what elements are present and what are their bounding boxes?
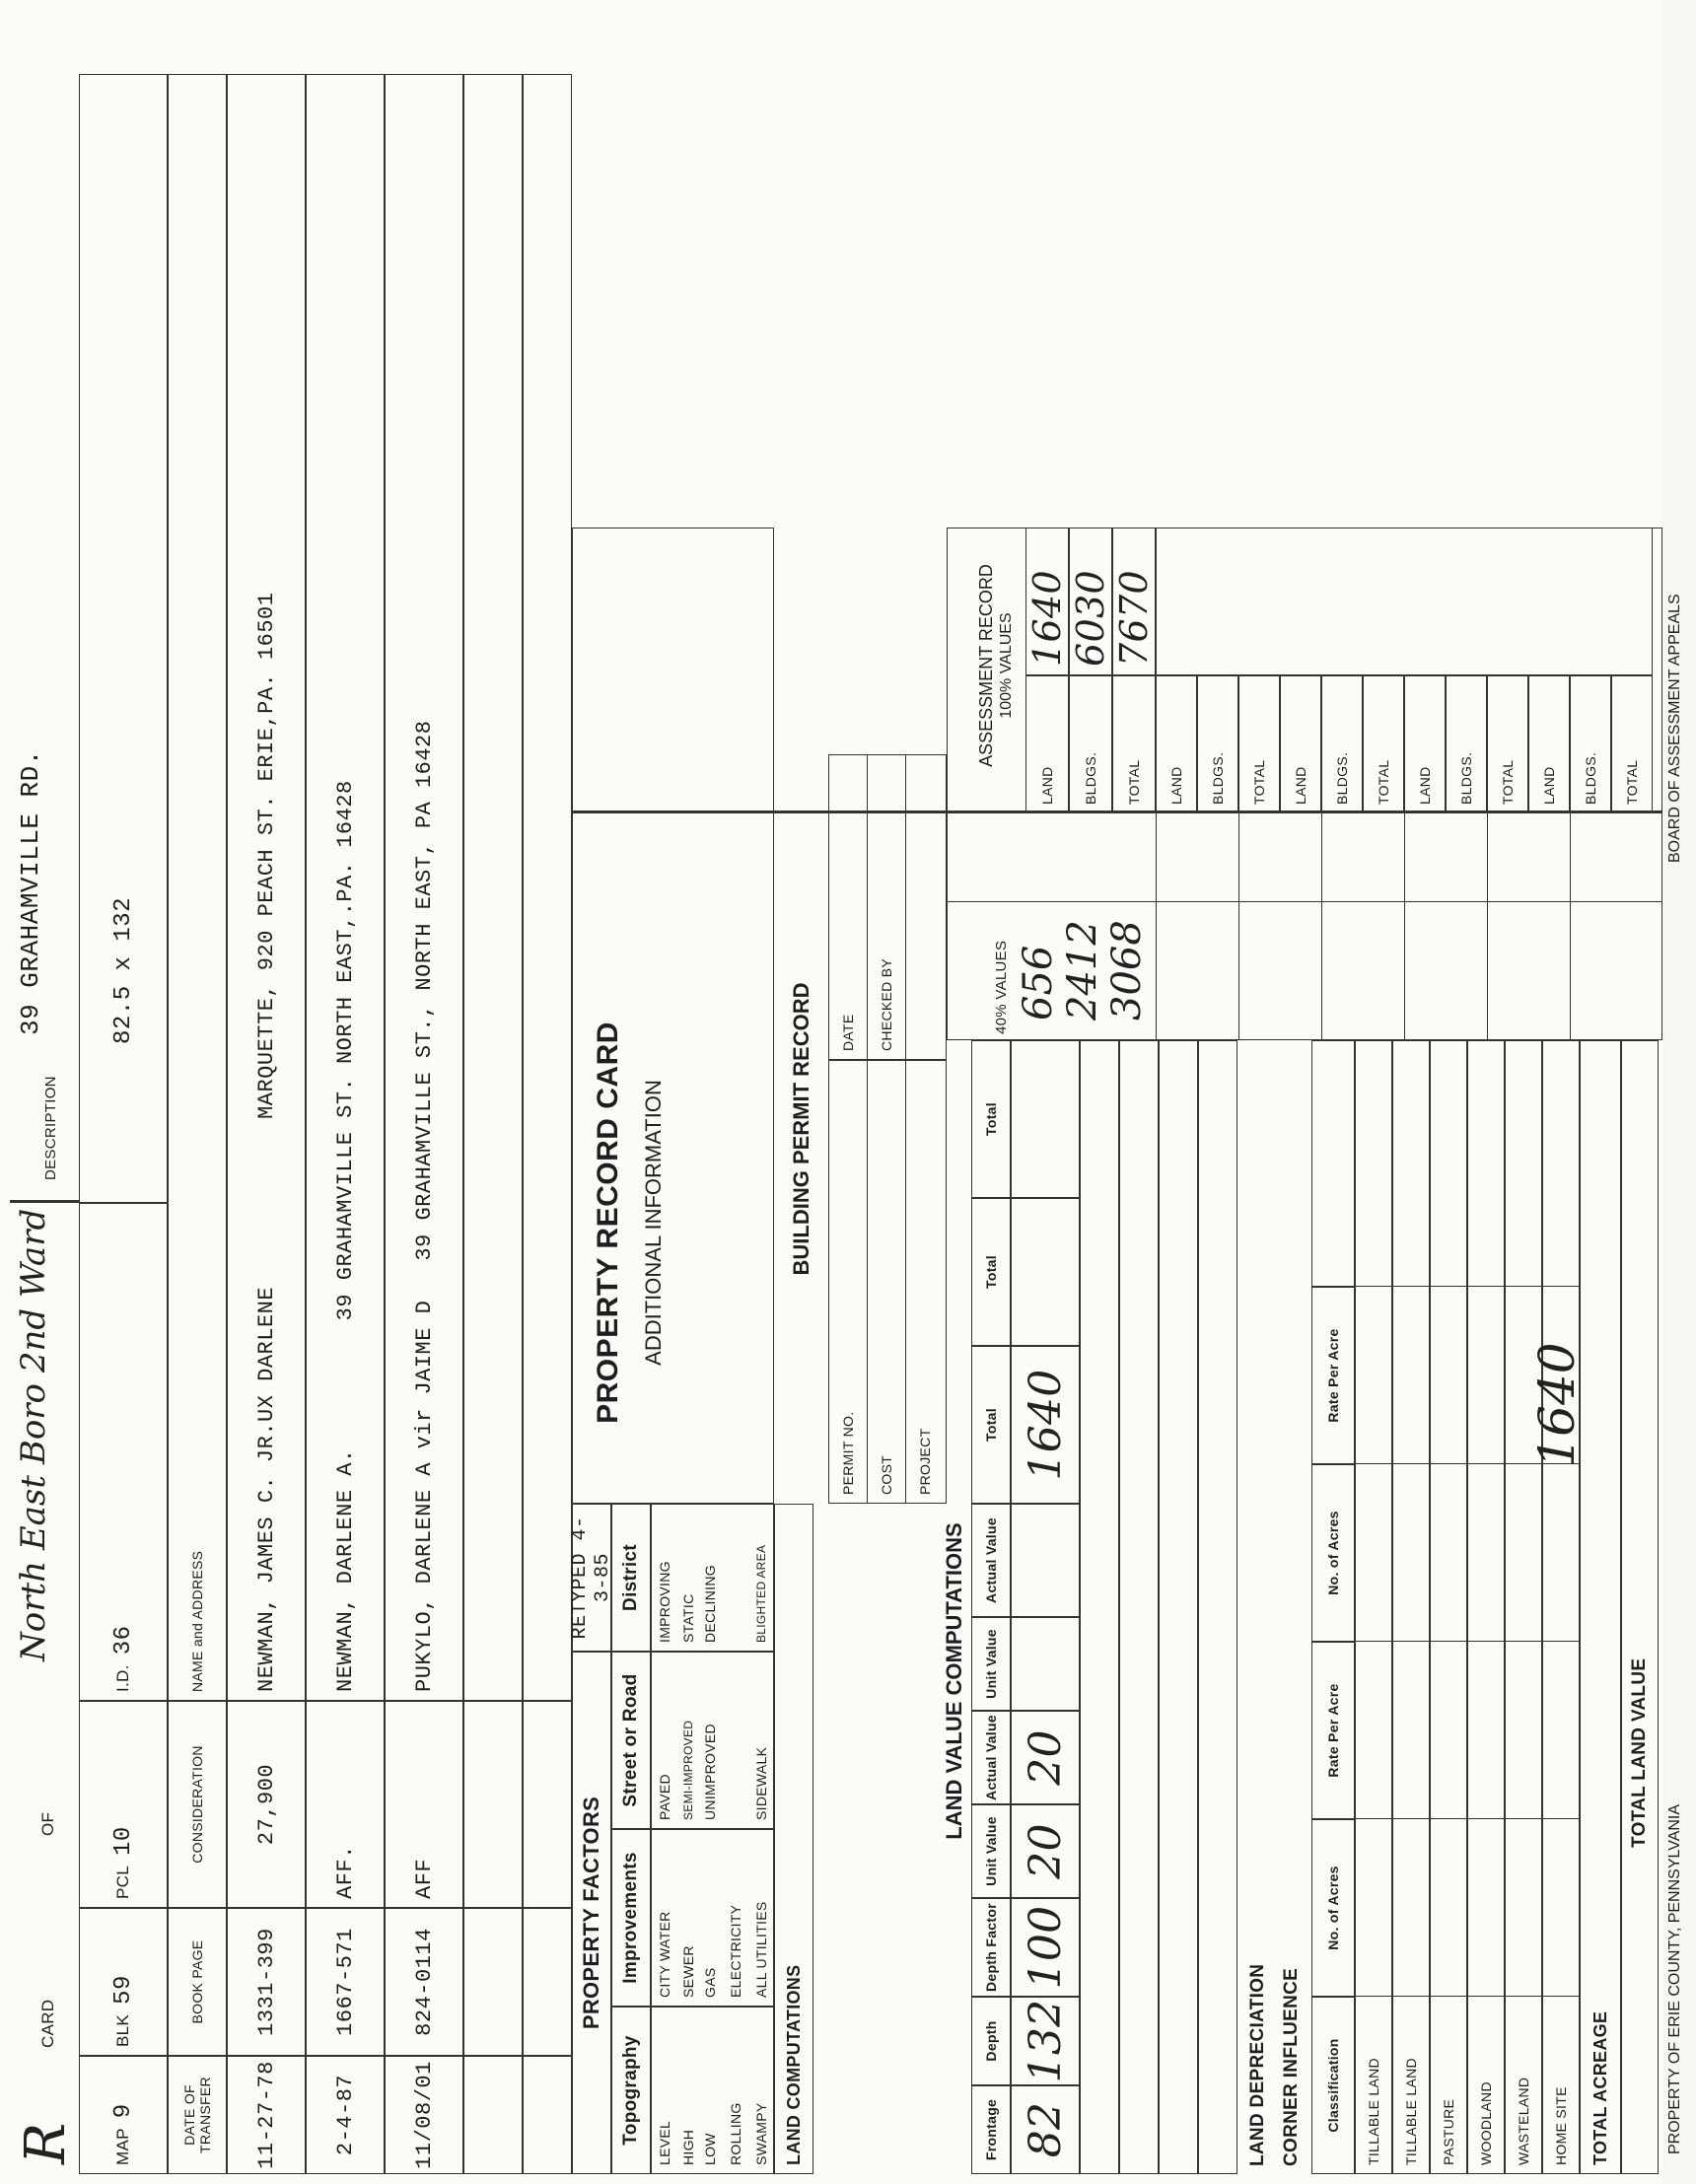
transfer-header-consideration: CONSIDERATION — [168, 1701, 227, 1908]
description-label: DESCRIPTION — [41, 1076, 59, 1180]
acreage-header: No. of Acres — [1311, 1819, 1355, 1997]
transfer-row: AFF — [385, 1701, 463, 1908]
lv-cell — [1011, 1198, 1080, 1346]
lv-header: Frontage — [971, 2085, 1011, 2174]
assessment-label-total: TOTAL — [1112, 675, 1156, 813]
transfer-header-name: NAME and ADDRESS — [168, 74, 227, 1701]
factors-header: District — [611, 1504, 651, 1652]
transfer-row: 27,900 — [227, 1701, 306, 1908]
transfer-header-book: BOOK PAGE — [168, 1908, 227, 2056]
transfer-row: 11-27-78 — [227, 2056, 306, 2174]
lv-blank-row — [1080, 1040, 1119, 2174]
municipality: North East Boro 2nd Ward — [14, 1208, 53, 1661]
assessment-label-bldgs: BLDGS. — [1446, 675, 1487, 813]
total-land-value-row — [1621, 1040, 1659, 2174]
transfer-row: 2-4-87 — [306, 2056, 385, 2174]
card-label: CARD — [38, 1999, 57, 2048]
transfer-header-date: DATE OF TRANSFER — [168, 2056, 227, 2174]
assessment-label-total: TOTAL — [1611, 675, 1653, 813]
transfer-empty-row — [523, 2056, 572, 2174]
assessment-label-land: LAND — [1528, 675, 1570, 813]
factors-header: Topography — [611, 2007, 651, 2174]
lv-header: Unit Value — [971, 1617, 1011, 1711]
card-title: PROPERTY RECORD CARD — [592, 1022, 624, 1424]
blk-cell — [79, 1908, 168, 2056]
assessment-land: 1640 — [1025, 528, 1069, 675]
retyped-note: RETYPED 4-3-85 — [569, 1515, 614, 1640]
values-40-bldgs: 2412 — [1060, 920, 1105, 1021]
rule — [1570, 813, 1571, 1040]
acreage-header: Classification — [1311, 1997, 1355, 2174]
checked-by-label: CHECKED BY — [867, 755, 905, 1059]
acreage-header — [1311, 1040, 1355, 1287]
cost-label: COST — [867, 1061, 905, 1503]
date-label: DATE — [840, 1014, 856, 1051]
map-label: MAP — [113, 2128, 132, 2165]
assessment-label-bldgs: BLDGS. — [1197, 675, 1238, 813]
lv-cell: 1640 — [1011, 1346, 1080, 1504]
assessment-bldgs: 6030 — [1069, 528, 1112, 675]
rule — [1156, 813, 1157, 1040]
values-40-label: 40% VALUES — [992, 940, 1010, 1034]
lv-cell — [1011, 1040, 1080, 1198]
project-label: PROJECT — [905, 1061, 944, 1503]
transfer-empty-row — [523, 74, 572, 1701]
permit-no-label: PERMIT NO. — [840, 1411, 856, 1495]
lv-cell: 100 — [1011, 1898, 1080, 1997]
acreage-header: Rate Per Acre — [1311, 1287, 1355, 1464]
lv-header: Total — [971, 1040, 1011, 1198]
blk-value: 59 — [109, 1975, 137, 2005]
assessment-label-land: LAND — [1404, 675, 1446, 813]
lv-header: Actual Value — [971, 1711, 1011, 1804]
assessment-subtitle: 100% VALUES — [998, 612, 1015, 719]
retyped-cell — [569, 1504, 614, 1652]
assessment-label-total: TOTAL — [1363, 675, 1404, 813]
additional-information: ADDITIONAL INFORMATION — [641, 1080, 666, 1366]
lv-blank-row — [1159, 1040, 1198, 2174]
map-cell — [79, 2056, 168, 2174]
permit-left-box — [828, 1060, 947, 1504]
permit-right-box — [828, 754, 947, 1060]
transfer-empty-row — [463, 1701, 523, 1908]
acreage-divider — [1355, 1818, 1580, 1819]
values-divider — [947, 901, 1662, 902]
acreage-header: No. of Acres — [1311, 1464, 1355, 1642]
rule — [1487, 813, 1488, 1040]
transfer-empty-row — [463, 1908, 523, 2056]
dimensions-cell — [79, 74, 168, 1203]
dimensions: 82.5 x 132 — [109, 896, 137, 1044]
lv-blank-row — [1119, 1040, 1159, 2174]
lv-cell: 132 — [1011, 1997, 1080, 2085]
assessment-label-total: TOTAL — [1238, 675, 1280, 813]
acreage-row: PASTURE — [1430, 1040, 1467, 2174]
footer-left: PROPERTY OF ERIE COUNTY, PENNSYLVANIA — [1666, 1803, 1683, 2154]
acreage-divider — [1355, 1996, 1580, 1997]
of-label: OF — [38, 1811, 57, 1836]
building-permit-title: BUILDING PERMIT RECORD — [789, 982, 813, 1276]
factors-header: Improvements — [611, 1829, 651, 2007]
rule — [1321, 813, 1322, 1040]
assessment-label-land: LAND — [1156, 675, 1197, 813]
lv-header: Total — [971, 1346, 1011, 1504]
assessment-label-bldgs: BLDGS. — [1570, 675, 1611, 813]
topography-column: LEVEL HIGH LOW ROLLING SWAMPY — [651, 2007, 774, 2174]
id-label: I.D. — [113, 1664, 132, 1692]
transfer-row: 1331-399 — [227, 1908, 306, 2056]
district-column: IMPROVING STATIC DECLINING BLIGHTED AREA — [651, 1504, 774, 1652]
acreage-row: WASTELAND — [1505, 1040, 1542, 2174]
assessment-values-empty — [1156, 528, 1653, 675]
acreage-row: WOODLAND — [1467, 1040, 1505, 2174]
values-40-total: 3068 — [1104, 920, 1150, 1021]
street-column: PAVED SEMI-IMPROVED UNIMPROVED SIDEWALK — [651, 1652, 774, 1829]
assessment-title: ASSESSMENT RECORD — [976, 564, 996, 767]
acreage-divider — [1355, 1286, 1580, 1287]
land-computations-cell — [774, 1504, 813, 2174]
rule — [1404, 813, 1405, 1040]
assessment-label-total: TOTAL — [1487, 675, 1528, 813]
assessment-label-land: LAND — [1280, 675, 1321, 813]
transfer-row: 824-0114 — [385, 1908, 463, 2056]
transfer-row: NEWMAN, JAMES C. JR.UX DARLENE MARQUETTE, 920 PEACH ST. ERIE,PA. 16501 — [227, 74, 306, 1701]
transfer-row: AFF. — [306, 1701, 385, 1908]
acreage-row: HOME SITE — [1542, 1040, 1580, 2174]
acreage-row: TILLABLE LAND — [1392, 1040, 1430, 2174]
total-land-value: 1640 — [1528, 1342, 1586, 1468]
transfer-row: PUKYLO, DARLENE A vir JAIME D 39 GRAHAMVILLE ST., NORTH EAST, PA 16428 — [385, 74, 463, 1701]
lv-header: Actual Value — [971, 1504, 1011, 1617]
id-cell — [79, 1203, 168, 1701]
corner-influence-label: CORNER INFLUENCE — [1281, 1967, 1302, 2166]
land-depreciation-label: LAND DEPRECIATION — [1247, 1963, 1268, 2166]
lv-header: Depth — [971, 1997, 1011, 2085]
map-value: 9 — [109, 2103, 137, 2119]
assessment-label-bldgs: BLDGS. — [1069, 675, 1112, 813]
factors-title-cell — [572, 1652, 611, 2174]
pcl-value: 10 — [109, 1826, 137, 1856]
rule — [1238, 813, 1239, 1040]
blk-label: BLK — [113, 2013, 132, 2047]
lv-header: Unit Value — [971, 1804, 1011, 1898]
transfer-row: 11/08/01 — [385, 2056, 463, 2174]
land-value-computations-title: LAND VALUE COMPUTATIONS — [942, 1522, 966, 1840]
improvements-column: CITY WATER SEWER GAS ELECTRICITY ALL UTILITIES — [651, 1829, 774, 2007]
assessment-label-land: LAND — [1025, 675, 1069, 813]
header-divider — [10, 1200, 79, 1203]
lv-cell: 20 — [1011, 1804, 1080, 1898]
footer-right: BOARD OF ASSESSMENT APPEALS — [1666, 594, 1683, 863]
lv-blank-row — [1198, 1040, 1237, 2174]
lv-header: Depth Factor — [971, 1898, 1011, 1997]
property-factors-title: PROPERTY FACTORS — [579, 1796, 603, 2030]
transfer-empty-row — [523, 1908, 572, 2056]
values-40-land: 656 — [1016, 945, 1061, 1021]
lv-cell: 20 — [1011, 1711, 1080, 1804]
pcl-cell — [79, 1701, 168, 1908]
transfer-row: 1667-571 — [306, 1908, 385, 2056]
transfer-empty-row — [463, 2056, 523, 2174]
transfer-row: NEWMAN, DARLENE A. 39 GRAHAMVILLE ST. NORTH EAST,.PA. 16428 — [306, 74, 385, 1701]
lv-cell: 82 — [1011, 2085, 1080, 2174]
lv-cell — [1011, 1617, 1080, 1711]
acreage-divider — [1355, 1641, 1580, 1642]
transfer-empty-row — [523, 1701, 572, 1908]
land-computations-label: LAND COMPUTATIONS — [783, 1964, 804, 2165]
factors-header: Street or Road — [611, 1652, 651, 1829]
id-value: 36 — [109, 1625, 137, 1656]
assessment-label-bldgs: BLDGS. — [1321, 675, 1363, 813]
pcl-label: PCL — [113, 1866, 132, 1899]
acreage-header: Rate Per Acre — [1311, 1642, 1355, 1819]
lv-cell — [1011, 1504, 1080, 1617]
address-line: 39 GRAHAMVILLE RD. — [16, 749, 45, 1035]
corner-mark: R — [14, 2122, 78, 2164]
transfer-empty-row — [463, 74, 523, 1701]
total-land-value-label: TOTAL LAND VALUE — [1629, 1657, 1650, 1848]
acreage-total-row — [1580, 1040, 1621, 2174]
assessment-total: 7670 — [1112, 528, 1156, 675]
acreage-row: TILLABLE LAND — [1355, 1040, 1392, 2174]
lv-header: Total — [971, 1198, 1011, 1346]
total-acreage-label: TOTAL ACREAGE — [1590, 2010, 1610, 2165]
